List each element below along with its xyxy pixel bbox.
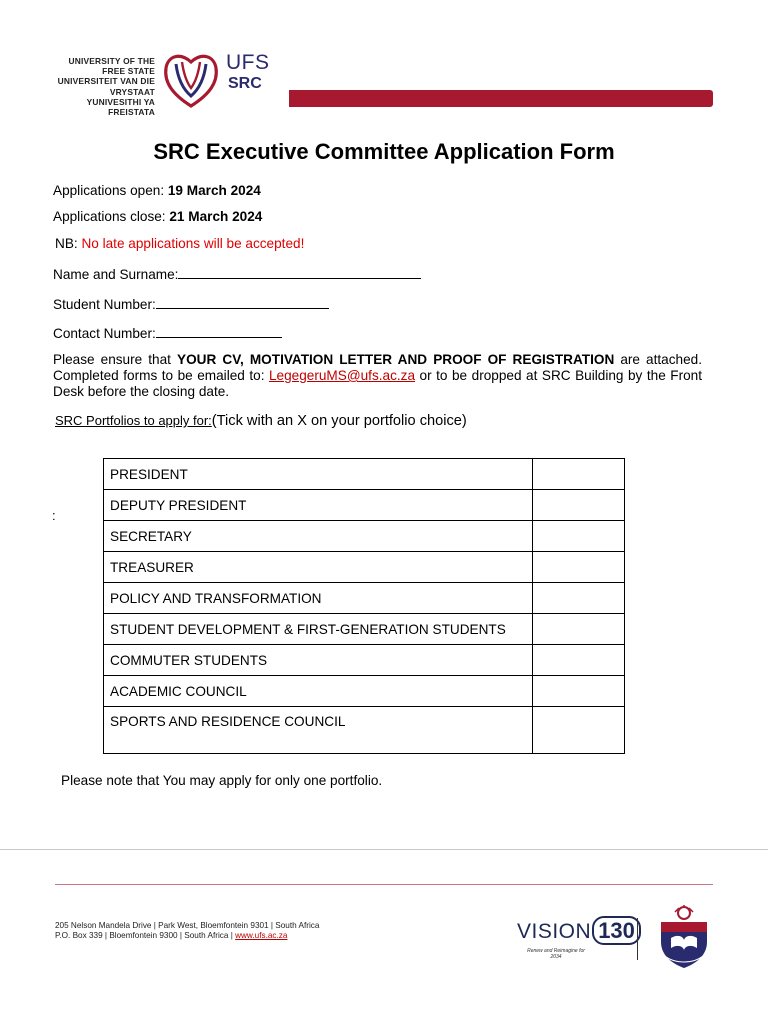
vision-130-logo	[517, 918, 641, 960]
stray-colon: :	[52, 508, 56, 523]
portfolio-tick-box[interactable]	[533, 676, 625, 707]
portfolio-tick-box[interactable]	[533, 645, 625, 676]
table-row	[104, 459, 625, 490]
university-line: FREE STATE	[102, 66, 155, 77]
portfolio-tick-box[interactable]	[533, 614, 625, 645]
contact-number-field[interactable]	[156, 325, 282, 338]
table-row	[104, 676, 625, 707]
applications-open-line	[53, 183, 261, 198]
university-line: UNIVERSITY OF THE	[68, 56, 155, 66]
portfolio-table	[103, 458, 625, 754]
footer-divider	[0, 849, 768, 850]
nb-line	[55, 236, 304, 251]
footer-red-line	[55, 884, 713, 885]
portfolio-tick-box[interactable]	[533, 459, 625, 490]
logo-ufs-text: UFS	[226, 51, 270, 74]
late-warning: No late applications will be accepted!	[81, 236, 305, 251]
vision-tagline: Renew and Reimagine for 2034	[527, 948, 585, 960]
page-title: SRC Executive Committee Application Form	[153, 139, 615, 164]
portfolio-tick-box[interactable]	[533, 521, 625, 552]
applications-close-label: Applications close:	[53, 209, 170, 224]
portfolio-name: POLICY AND TRANSFORMATION	[104, 583, 533, 614]
university-line: VRYSTAAT	[109, 86, 155, 97]
portfolio-tick-box[interactable]	[533, 583, 625, 614]
table-row	[104, 614, 625, 645]
header-red-bar	[289, 90, 713, 107]
table-row	[104, 583, 625, 614]
student-number-field[interactable]	[156, 296, 329, 309]
footer-po-box: P.O. Box 339 | Bloemfontein 9300 | South Africa |	[55, 931, 236, 940]
name-field-row	[53, 266, 421, 282]
portfolio-name: ACADEMIC COUNCIL	[104, 676, 533, 707]
instructions-paragraph	[53, 352, 702, 400]
portfolio-name: STUDENT DEVELOPMENT & FIRST-GENERATION STUDENTS	[104, 614, 533, 645]
portfolio-tick-box[interactable]	[533, 707, 625, 754]
table-row	[104, 645, 625, 676]
portfolio-name: SECRETARY	[104, 521, 533, 552]
applications-open-label: Applications open:	[53, 183, 168, 198]
footer-address-line: 205 Nelson Mandela Drive | Park West, Bloemfontein 9301 | South Africa	[55, 921, 320, 930]
instructions-text: Please ensure that	[53, 352, 178, 367]
university-crest-icon	[655, 904, 713, 970]
instructions-text: or to be dropped at SRC Building by the Front Desk before the closing date.	[53, 368, 702, 399]
required-attachments: YOUR CV, MOTIVATION LETTER AND PROOF OF REGISTRATION	[177, 352, 615, 367]
one-portfolio-note: Please note that You may apply for only one portfolio.	[61, 773, 383, 788]
footer-address-line	[55, 931, 287, 940]
portfolio-name: SPORTS AND RESIDENCE COUNCIL	[104, 707, 533, 754]
portfolios-heading-row	[55, 413, 467, 429]
portfolio-tick-box[interactable]	[533, 490, 625, 521]
email-link[interactable]: LegegeruMS@ufs.ac.za	[268, 368, 416, 383]
table-row	[104, 552, 625, 583]
portfolio-name: TREASURER	[104, 552, 533, 583]
applications-open-date: 19 March 2024	[167, 183, 261, 198]
logo-src-text: SRC	[228, 75, 262, 92]
university-line: UNIVERSITEIT VAN DIE	[57, 76, 155, 87]
student-number-row	[53, 296, 329, 312]
portfolios-heading: SRC Portfolios to apply for:	[55, 413, 212, 428]
student-number-label: Student Number:	[53, 297, 156, 312]
contact-number-label: Contact Number:	[53, 326, 156, 341]
name-field[interactable]	[178, 266, 421, 279]
university-name-lines	[54, 56, 155, 117]
table-row	[104, 521, 625, 552]
table-row	[104, 707, 625, 754]
vision-number: 130	[592, 916, 641, 945]
portfolio-tick-box[interactable]	[533, 552, 625, 583]
university-line: FREISTATA	[108, 107, 155, 118]
table-row	[104, 490, 625, 521]
nb-label: NB:	[55, 236, 82, 251]
portfolio-name: COMMUTER STUDENTS	[104, 645, 533, 676]
ufs-logo-icon	[162, 50, 220, 110]
university-line: YUNIVESITHI YA	[86, 96, 155, 107]
website-link[interactable]: www.ufs.ac.za	[235, 931, 288, 940]
vision-word: VISION	[517, 920, 592, 943]
contact-number-row	[53, 325, 282, 341]
applications-close-date: 21 March 2024	[169, 209, 263, 224]
instructions-text: are attached. Completed forms to be emailed to:	[53, 352, 702, 383]
applications-close-line	[53, 209, 262, 224]
logo-divider	[637, 918, 638, 960]
name-field-label: Name and Surname:	[53, 267, 179, 282]
portfolios-hint: (Tick with an X on your portfolio choice)	[211, 413, 467, 429]
portfolio-name: DEPUTY PRESIDENT	[104, 490, 533, 521]
portfolio-name: PRESIDENT	[104, 459, 533, 490]
